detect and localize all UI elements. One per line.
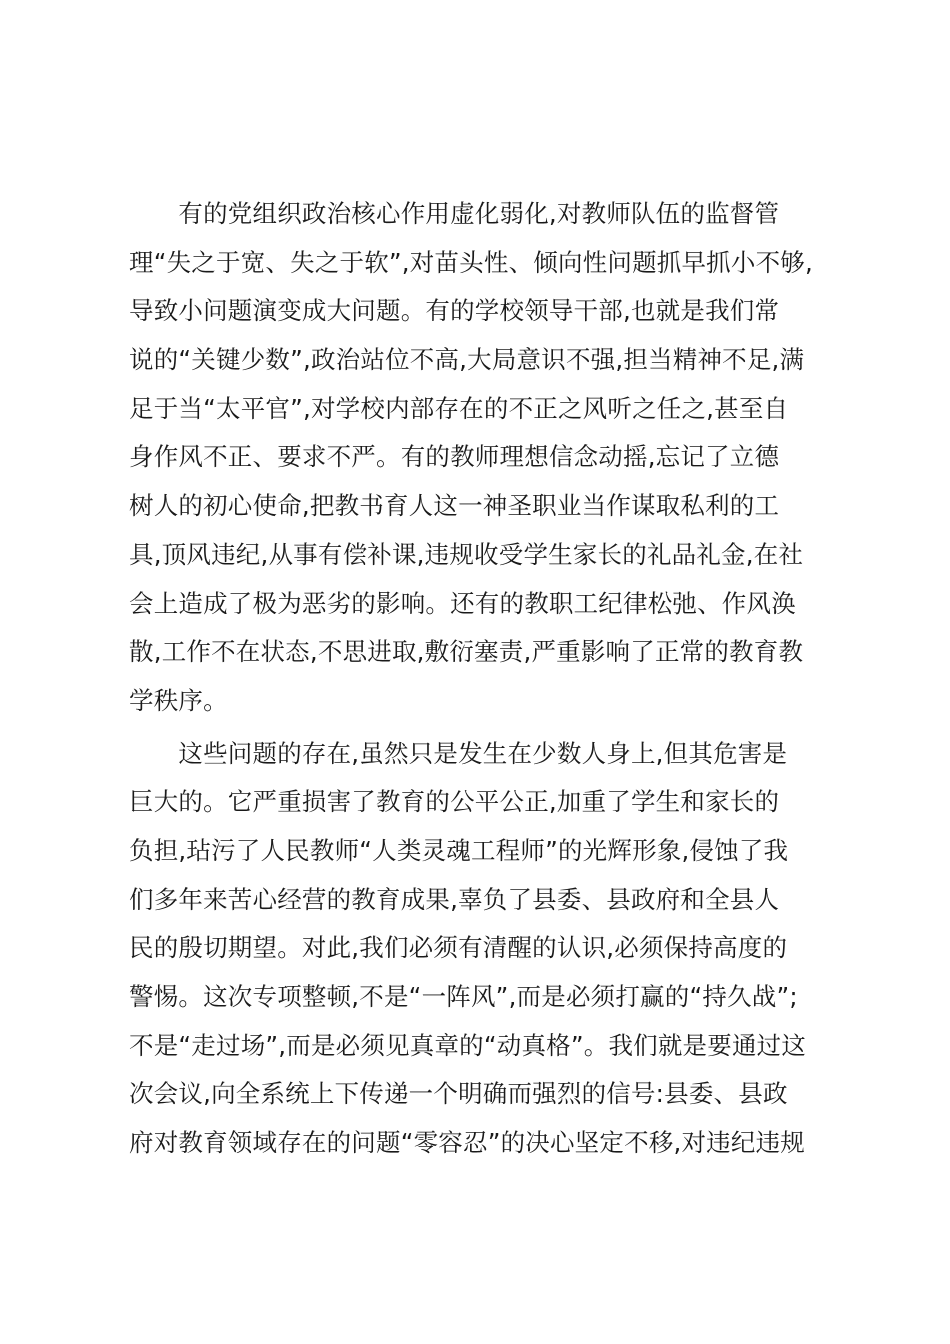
paragraph-1 bbox=[129, 190, 829, 726]
text-line: 足于当“太平官”,对学校内部存在的不正之风听之任之,甚至自 bbox=[129, 393, 789, 423]
text-line: 不是“走过场”,而是必须见真章的“动真格”。我们就是要通过这 bbox=[129, 1030, 807, 1060]
text-line: 有的党组织政治核心作用虚化弱化,对教师队伍的监督管 bbox=[129, 199, 780, 228]
text-line: 具,顶风违纪,从事有偿补课,违规收受学生家长的礼品礼金,在社 bbox=[129, 539, 804, 569]
text-line: 这些问题的存在,虽然只是发生在少数人身上,但其危害是 bbox=[129, 738, 788, 768]
paragraph-2 bbox=[129, 730, 829, 1168]
text-line: 树人的初心使命,把教书育人这一神圣职业当作谋取私利的工 bbox=[129, 491, 780, 521]
text-line: 府对教育领域存在的问题“零容忍”的决心坚定不移,对违纪违规 bbox=[129, 1128, 805, 1158]
text-line: 散,工作不在状态,不思进取,敷衍塞责,严重影响了正常的教育教 bbox=[129, 637, 804, 667]
text-line: 导致小问题演变成大问题。有的学校领导干部,也就是我们常 bbox=[129, 296, 780, 326]
text-line: 学秩序。 bbox=[129, 685, 228, 715]
text-line: 负担,玷污了人民教师“人类灵魂工程师”的光辉形象,侵蚀了我 bbox=[129, 835, 789, 865]
text-line: 民的殷切期望。对此,我们必须有清醒的认识,必须保持高度的 bbox=[129, 933, 788, 963]
text-line: 会上造成了极为恶劣的影响。还有的教职工纪律松弛、作风涣 bbox=[129, 588, 796, 618]
text-line: 次会议,向全系统上下传递一个明确而强烈的信号:县委、县政 bbox=[129, 1079, 788, 1109]
text-line: 理“失之于宽、失之于软”,对苗头性、倾向性问题抓早抓小不够, bbox=[129, 247, 813, 277]
text-line: 们多年来苦心经营的教育成果,辜负了县委、县政府和全县人 bbox=[129, 884, 780, 914]
text-line: 说的“关键少数”,政治站位不高,大局意识不强,担当精神不足,满 bbox=[129, 345, 805, 375]
body-text bbox=[129, 190, 829, 1168]
text-line: 警惕。这次专项整顿,不是“一阵风”,而是必须打赢的“持久战”; bbox=[129, 982, 798, 1011]
text-line: 巨大的。它严重损害了教育的公平公正,加重了学生和家长的 bbox=[129, 787, 780, 817]
text-line: 身作风不正、要求不严。有的教师理想信念动摇,忘记了立德 bbox=[129, 442, 780, 472]
